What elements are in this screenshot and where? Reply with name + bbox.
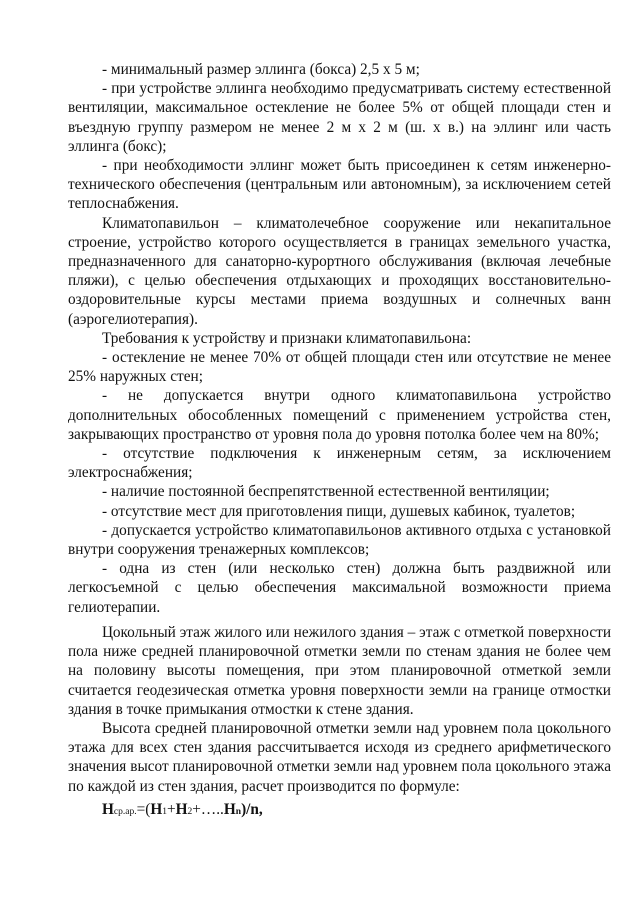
formula-term1-symbol: H [150, 801, 163, 818]
formula-equals-open: =( [136, 801, 151, 818]
paragraph-average-height: Высота средней планировочной отметки земли над уровнем пола цокольного этажа для всех стен здания рассчитывается исходя из среднего арифметического значения высот планировочной отметки земли над уровнем пола цокольного этажа по каждой из стен здания, расчет производится по формуле: [68, 720, 611, 795]
paragraph-min-size: - минимальный размер эллинга (бокса) 2,5 х 5 м; [102, 61, 420, 78]
formula-plus1: + [166, 801, 176, 818]
paragraph-basement-definition: Цокольный этаж жилого или нежилого здания – этаж с отметкой поверхности пола ниже средней планировочной отметки земли по стенам здания не более чем на половину высоты помещения, при этом планировочной отметкой земли считается геодезическая отметка уровня поверхности земли на границе отмостки здания в точке примыкания отмостки к стене здания. [68, 624, 611, 718]
average-height-formula [102, 800, 263, 822]
paragraph-natural-ventilation: - наличие постоянной беспрепятственной естественной вентиляции; [102, 483, 550, 501]
paragraph-ventilation: - при устройстве эллинга необходимо предусматривать систему естественной вентиляции, максимальное остекление не более 5% от общей площади стен и въездную группу размером не менее 2 м х 2 м (ш. х в.) на эллинг или часть эллинга (бокс); [68, 80, 611, 155]
paragraph-no-utilities: - отсутствие подключения к инженерным сетям, за исключением электроснабжения; [68, 445, 611, 482]
paragraph-active-rest: - допускается устройство климатопавильонов активного отдыха с установкой внутри сооружения тренажерных комплексов; [68, 521, 611, 559]
paragraph-pavilion-requirements-heading: Требования к устройству и признаки климатопавильона: [102, 329, 472, 347]
section-basement-floor [68, 623, 611, 796]
paragraph-glazing: - остекление не менее 70% от общей площади стен или отсутствие не менее 25% наружных стен; [68, 349, 611, 386]
formula-term2-subscript: 2 [187, 807, 193, 817]
formula-plus2-dots: +….. [192, 801, 224, 818]
formula-closing: )/n, [241, 801, 263, 818]
formula-term2-symbol: H [175, 801, 188, 818]
formula-termn-subscript: n [235, 807, 242, 817]
formula-lhs-symbol: H [102, 801, 114, 818]
formula-term1-subscript: 1 [162, 807, 167, 817]
paragraph-climate-pavilion-definition: Климатопавильон – климатолечебное сооружение или некапитальное строение, устройство которого осуществляется в границах земельного участка, предназначенного для санаторно-курортного обслуживания (включая лечебные пляжи), с целью обеспечения отдыхающих и проходящих восстановительно-оздоровительные курсы местами приема воздушных и солнечных ванн (аэрогелиотерапия). [68, 214, 611, 328]
paragraph-no-separate-rooms: - не допускается внутри одного климатопавильона устройство дополнительных обособленных помещений с применением устройства стен, закрывающих пространство от уровня пола до уровня потолка более чем на 80%; [68, 387, 611, 443]
paragraph-utility-networks: - при необходимости эллинг может быть присоединен к сетям инженерно-технического обеспечения (центральным или автономным), за исключением сетей теплоснабжения. [68, 157, 611, 213]
paragraph-no-kitchens: - отсутствие мест для приготовления пищи, душевых кабинок, туалетов; [102, 502, 576, 520]
formula-lhs-subscript: ср.ар. [113, 807, 137, 817]
section-requirements [68, 60, 611, 617]
formula-termn-symbol: H [223, 801, 236, 818]
paragraph-sliding-walls: - одна из стен (или несколько стен) должна быть раздвижной или легкосъемной с целью обеспечения максимальной возможности приема гелиотерапии. [68, 560, 611, 616]
